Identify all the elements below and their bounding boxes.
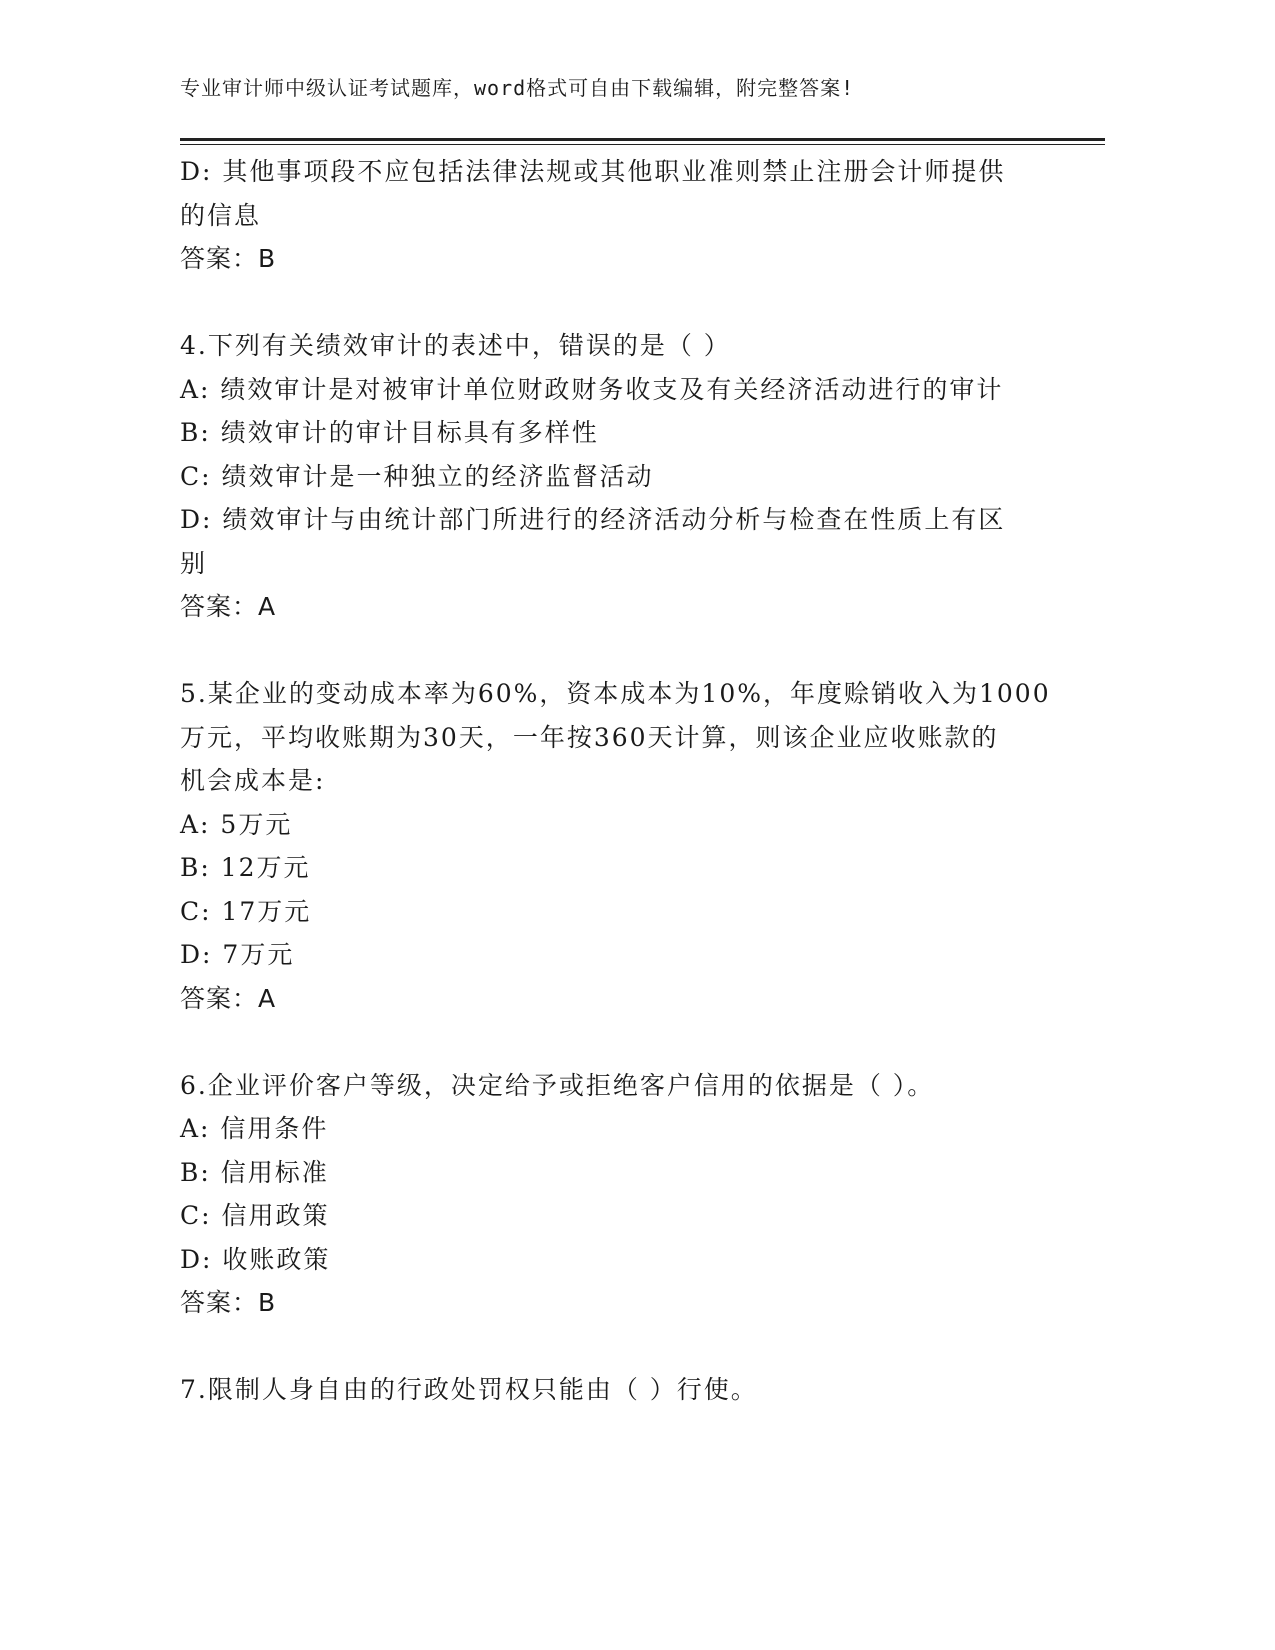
- q5-option-a: A: 5万元: [180, 809, 293, 839]
- q6-option-b: B: 信用标准: [180, 1157, 329, 1187]
- q3-option-d-line2: 的信息: [180, 200, 262, 230]
- page-header: 专业审计师中级认证考试题库，word格式可自由下载编辑，附完整答案!: [180, 76, 855, 100]
- q6-option-c: C: 信用政策: [180, 1201, 330, 1230]
- header-rule-thick: [180, 138, 1105, 141]
- q4-option-d-line1: D: 绩效审计与由统计部门所进行的经济活动分析与检查在性质上有区: [180, 505, 1006, 534]
- q4-option-d-line2: 别: [180, 548, 208, 578]
- spacer: [180, 1325, 1040, 1369]
- q6-stem: 6.企业评价客户等级，决定给予或拒绝客户信用的依据是（ ）。: [180, 1070, 935, 1100]
- q5-answer: 答案：A: [180, 983, 277, 1013]
- q4-stem: 4.下列有关绩效审计的表述中，错误的是（ ）: [180, 331, 731, 360]
- q4-option-a: A: 绩效审计是对被审计单位财政财务收支及有关经济活动进行的审计: [180, 374, 1004, 404]
- q5-option-c: C: 17万元: [180, 896, 312, 926]
- q3-answer: 答案：B: [180, 244, 277, 273]
- header-rule-thin: [180, 144, 1105, 145]
- q4-answer: 答案：A: [180, 592, 277, 621]
- q5-stem-line2: 万元，平均收账期为30天，一年按360天计算，则该企业应收账款的: [180, 722, 999, 752]
- q6-option-a: A: 信用条件: [180, 1114, 329, 1143]
- q4-option-b: B: 绩效审计的审计目标具有多样性: [180, 418, 599, 447]
- q5-option-b: B: 12万元: [180, 853, 311, 882]
- q5-stem-line1: 5.某企业的变动成本率为60%，资本成本为10%，年度赊销收入为1000: [180, 679, 1051, 708]
- spacer: [180, 629, 1040, 673]
- q6-answer: 答案：B: [180, 1288, 277, 1317]
- q5-option-d: D: 7万元: [180, 940, 295, 969]
- q6-option-d: D: 收账政策: [180, 1244, 331, 1274]
- question-content: [180, 150, 1051, 1412]
- q3-option-d-line1: D: 其他事项段不应包括法律法规或其他职业准则禁止注册会计师提供: [180, 157, 1006, 186]
- spacer: [180, 1020, 1040, 1064]
- spacer: [180, 281, 1040, 325]
- q4-option-c: C: 绩效审计是一种独立的经济监督活动: [180, 461, 654, 491]
- q7-stem: 7.限制人身自由的行政处罚权只能由（ ）行使。: [180, 1375, 758, 1404]
- q5-stem-line3: 机会成本是:: [180, 766, 326, 795]
